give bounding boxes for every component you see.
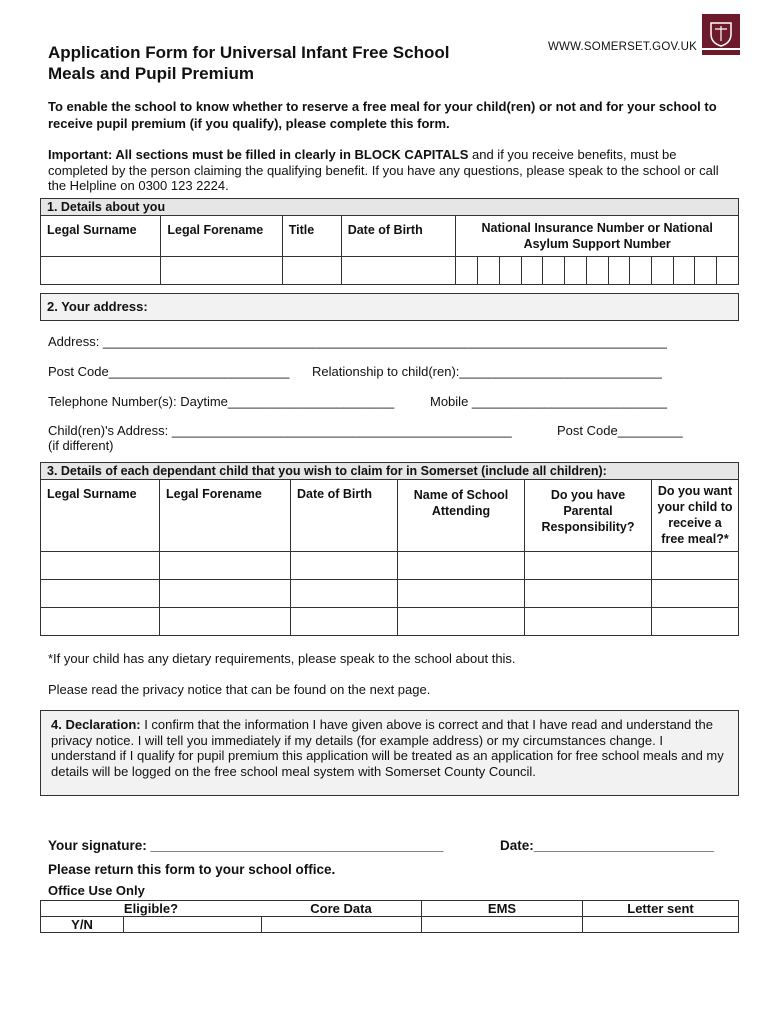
postcode-field[interactable]: Post Code_________________________ [48,364,290,379]
child-cell[interactable] [525,552,652,580]
col-ems: EMS [422,901,583,917]
col-free-meal: Do you want your child to receive a free meal?* [652,480,739,552]
col-ni-number: National Insurance Number or National Asylum Support Number [456,216,739,257]
ni-box[interactable] [717,257,739,285]
child-cell[interactable] [652,580,739,608]
ni-box[interactable] [478,257,500,285]
child-cell[interactable] [160,608,291,636]
shield-icon [702,14,740,48]
child-cell[interactable] [652,608,739,636]
ni-box[interactable] [630,257,652,285]
section2-heading: 2. Your address: [47,299,148,314]
child-cell[interactable] [41,580,160,608]
child-cell[interactable] [291,580,398,608]
col-child-surname: Legal Surname [41,480,160,552]
input-dob[interactable] [341,257,456,285]
col-school: Name of School Attending [398,480,525,552]
input-surname[interactable] [41,257,161,285]
child-cell[interactable] [398,608,525,636]
table-row [41,580,739,608]
somerset-logo [702,14,740,48]
privacy-note: Please read the privacy notice that can be found on the next page. [48,682,431,697]
signature-field[interactable]: Your signature: _______________________________________ [48,838,444,853]
dietary-note: *If your child has any dietary requirements, please speak to the school about this. [48,651,516,666]
daytime-phone-field[interactable]: Telephone Number(s): Daytime_______________________ [48,394,395,409]
child-cell[interactable] [291,552,398,580]
declaration-box [40,710,739,796]
intro-text: To enable the school to know whether to reserve a free meal for your child(ren) or not and for your school to receive pupil premium (if you qualify), please complete this form. [48,99,717,131]
col-parental-responsibility: Do you have Parental Responsibility? [525,480,652,552]
child-address-field[interactable]: Child(ren)'s Address: _______________________________________________ [48,423,512,438]
child-cell[interactable] [41,608,160,636]
address-field[interactable]: Address: ______________________________________________________________________________ [48,334,667,349]
section3-table [40,462,739,636]
ni-box[interactable] [521,257,543,285]
child-postcode-field[interactable]: Post Code_________ [557,423,683,438]
child-cell[interactable] [398,552,525,580]
col-legal-surname: Legal Surname [41,216,161,257]
yn-label: Y/N [41,917,124,932]
ni-box[interactable] [651,257,673,285]
ni-box[interactable] [673,257,695,285]
input-forename[interactable] [161,257,282,285]
col-core-data: Core Data [261,901,422,917]
section2-heading-box [40,293,739,321]
child-cell[interactable] [652,552,739,580]
child-cell[interactable] [291,608,398,636]
office-use-heading: Office Use Only [48,883,145,898]
ni-box[interactable] [608,257,630,285]
website-url: WWW.SOMERSET.GOV.UK [548,41,698,53]
logo-sub-bar [702,50,740,55]
ems-cell[interactable] [422,917,583,933]
date-field[interactable]: Date:________________________ [500,838,714,853]
section1-heading: 1. Details about you [41,199,739,216]
col-date-of-birth: Date of Birth [341,216,456,257]
eligible-cell[interactable] [41,917,262,933]
ni-box[interactable] [456,257,478,285]
section3-heading: 3. Details of each dependant child that you wish to claim for in Somerset (include all children): [41,463,739,480]
child-cell[interactable] [525,608,652,636]
section1-table [40,198,739,285]
declaration-text: 4. Declaration: I confirm that the information I have given above is correct and that I have read and understand the privacy notice. I will tell you immediately if my details (for example address) or my circumstances change. I understand if I qualify for pupil premium this application will be treated as an application for free school meals and my details will be logged on the free school meal system with Somerset County Council. [51,717,724,779]
col-legal-forename: Legal Forename [161,216,282,257]
office-use-table [40,900,739,933]
table-row [41,608,739,636]
core-data-cell[interactable] [261,917,422,933]
col-eligible: Eligible? [41,901,262,917]
table-row [41,552,739,580]
ni-box[interactable] [565,257,587,285]
col-title: Title [282,216,341,257]
ni-box[interactable] [586,257,608,285]
ni-box[interactable] [543,257,565,285]
ni-box[interactable] [695,257,717,285]
if-different-note: (if different) [48,438,114,453]
mobile-field[interactable]: Mobile ___________________________ [430,394,668,409]
col-child-dob: Date of Birth [291,480,398,552]
return-note: Please return this form to your school office. [48,862,336,877]
important-note: Important: All sections must be filled in clearly in BLOCK CAPITALS and if you receive benefits, must be completed by the person claiming the qualifying benefit. If you have any questions, please speak to the school or call the Helpline on 0300 123 2224. [48,147,719,193]
child-cell[interactable] [160,552,291,580]
input-title[interactable] [282,257,341,285]
col-letter-sent: Letter sent [583,901,739,917]
child-cell[interactable] [160,580,291,608]
relationship-field[interactable]: Relationship to child(ren):____________________________ [312,364,662,379]
ni-box[interactable] [499,257,521,285]
col-child-forename: Legal Forename [160,480,291,552]
letter-sent-cell[interactable] [583,917,739,933]
child-cell[interactable] [398,580,525,608]
child-cell[interactable] [525,580,652,608]
child-cell[interactable] [41,552,160,580]
page-title: Application Form for Universal Infant Free School Meals and Pupil Premium [48,43,450,83]
